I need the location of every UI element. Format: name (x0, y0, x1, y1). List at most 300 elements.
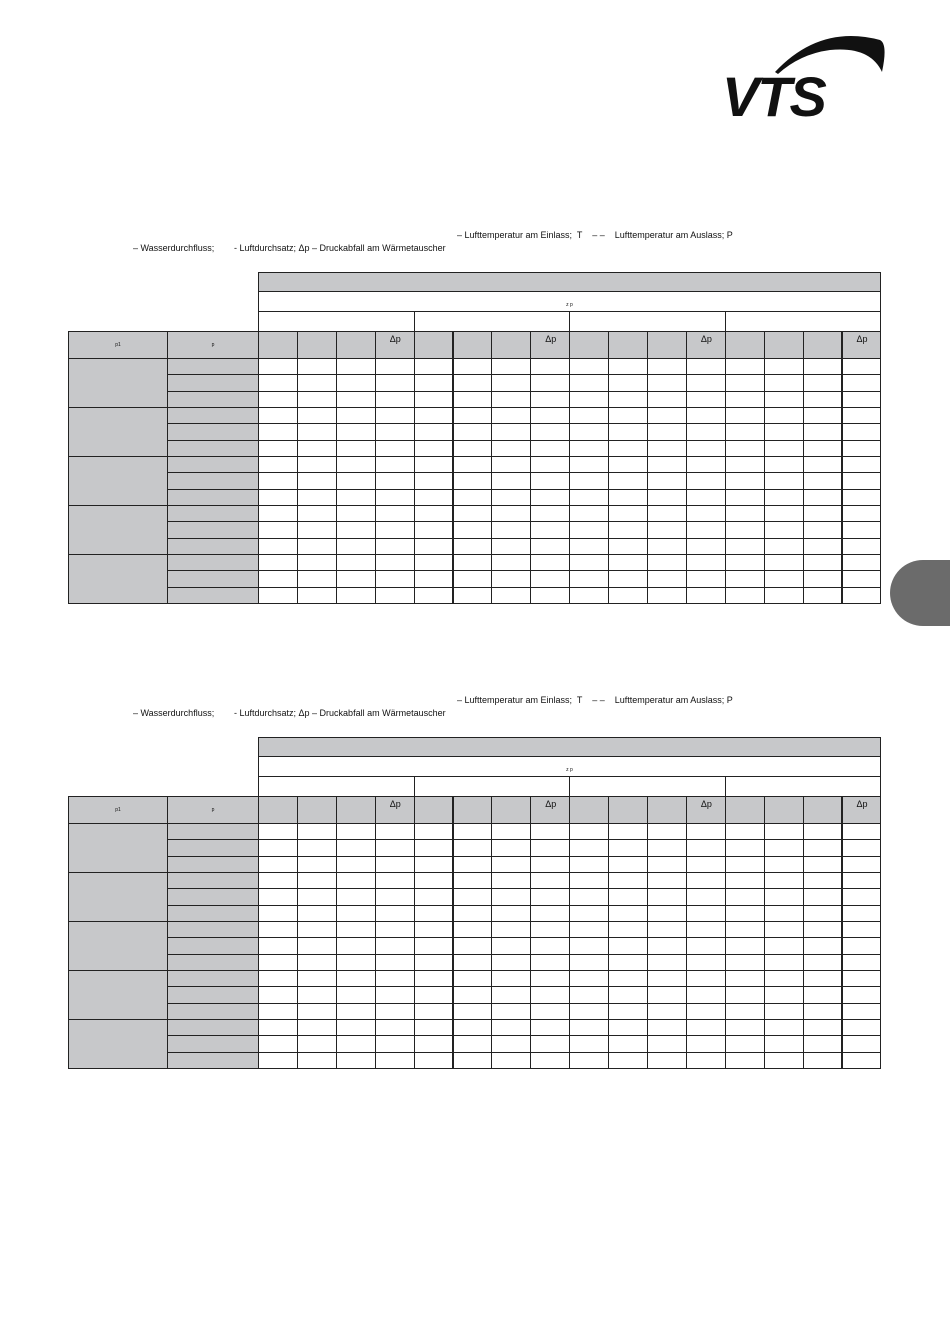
data-cell (375, 839, 415, 856)
data-cell (530, 954, 570, 971)
data-cell (608, 1035, 648, 1052)
data-cell (569, 374, 609, 391)
data-cell (686, 521, 726, 538)
data-cell (803, 921, 843, 938)
data-cell (414, 391, 454, 408)
row-label-cell (167, 440, 259, 457)
col-header (453, 796, 493, 824)
data-cell (803, 391, 843, 408)
data-cell (453, 970, 493, 987)
data-cell (530, 570, 570, 587)
col-header (647, 796, 687, 824)
data-cell (530, 921, 570, 938)
data-cell (725, 823, 765, 840)
col-p1-label: p1 (115, 342, 121, 348)
data-cell (647, 521, 687, 538)
data-cell (647, 921, 687, 938)
data-cell (336, 823, 376, 840)
chapter-tab-marker (890, 560, 950, 626)
data-cell (725, 856, 765, 873)
data-cell (336, 587, 376, 604)
data-cell (647, 839, 687, 856)
data-cell (569, 905, 609, 922)
data-cell (686, 986, 726, 1003)
data-cell (491, 905, 531, 922)
data-cell (491, 521, 531, 538)
data-cell (453, 856, 493, 873)
row-label-cell (167, 456, 259, 473)
data-cell (258, 937, 298, 954)
data-cell (453, 554, 493, 571)
data-cell (842, 554, 882, 571)
data-cell (647, 888, 687, 905)
col-header (803, 796, 843, 824)
data-cell (491, 440, 531, 457)
data-cell (686, 839, 726, 856)
data-cell (569, 872, 609, 889)
col-header (414, 796, 454, 824)
data-cell (453, 472, 493, 489)
data-cell (764, 823, 804, 840)
data-cell (842, 407, 882, 424)
data-cell (491, 921, 531, 938)
data-cell (764, 839, 804, 856)
data-cell (530, 970, 570, 987)
data-cell (375, 1052, 415, 1069)
row-label-cell (167, 888, 259, 905)
row-label-cell (167, 570, 259, 587)
data-cell (764, 570, 804, 587)
data-cell (842, 937, 882, 954)
param-header (258, 291, 881, 312)
data-cell (258, 505, 298, 522)
data-cell (336, 472, 376, 489)
data-cell (375, 407, 415, 424)
data-cell (375, 440, 415, 457)
data-cell (725, 1052, 765, 1069)
data-cell (686, 823, 726, 840)
data-cell (686, 570, 726, 587)
col-header (258, 796, 298, 824)
delta-p-label: Δp (856, 334, 868, 344)
data-cell (336, 521, 376, 538)
data-cell (453, 839, 493, 856)
data-cell (336, 440, 376, 457)
data-cell (842, 440, 882, 457)
delta-p-label: Δp (700, 334, 712, 344)
data-cell (569, 954, 609, 971)
data-cell (725, 440, 765, 457)
data-cell (258, 888, 298, 905)
data-cell (336, 570, 376, 587)
col-p1-label: p1 (115, 807, 121, 813)
row-label-cell (167, 954, 259, 971)
group-label-cell (68, 407, 168, 457)
data-cell (336, 856, 376, 873)
table-title-bar (258, 737, 881, 757)
data-cell (725, 391, 765, 408)
data-cell (297, 905, 337, 922)
data-cell (608, 905, 648, 922)
data-cell (453, 423, 493, 440)
row-label-cell (167, 521, 259, 538)
data-cell (608, 521, 648, 538)
data-cell (258, 954, 298, 971)
data-cell (414, 489, 454, 506)
group-header (414, 776, 571, 797)
data-cell (764, 1019, 804, 1036)
data-cell (803, 1035, 843, 1052)
data-cell (414, 570, 454, 587)
data-cell (258, 440, 298, 457)
data-cell (764, 554, 804, 571)
data-cell (414, 374, 454, 391)
data-cell (491, 1035, 531, 1052)
data-cell (842, 423, 882, 440)
data-cell (297, 839, 337, 856)
data-cell (842, 1019, 882, 1036)
data-cell (569, 1003, 609, 1020)
data-cell (647, 456, 687, 473)
data-cell (297, 856, 337, 873)
svg-text:VTS: VTS (722, 65, 825, 122)
data-cell (842, 905, 882, 922)
data-cell (647, 587, 687, 604)
data-cell (569, 1035, 609, 1052)
data-cell (569, 358, 609, 375)
data-cell (842, 888, 882, 905)
data-cell (453, 823, 493, 840)
col-header (336, 331, 376, 359)
data-cell (414, 872, 454, 889)
data-cell (414, 970, 454, 987)
data-cell (336, 921, 376, 938)
data-cell (842, 856, 882, 873)
data-cell (258, 1003, 298, 1020)
data-cell (686, 489, 726, 506)
data-cell (491, 456, 531, 473)
data-cell (842, 391, 882, 408)
row-label-cell (167, 823, 259, 840)
param-header-text: z p (566, 302, 573, 308)
row-label-cell (167, 921, 259, 938)
data-cell (414, 456, 454, 473)
row-label-cell (167, 374, 259, 391)
data-cell (686, 505, 726, 522)
data-cell (414, 538, 454, 555)
data-cell (258, 587, 298, 604)
group-label-cell (68, 358, 168, 408)
col-header (842, 331, 882, 359)
data-cell (842, 358, 882, 375)
group-label-cell (68, 554, 168, 604)
col-header (764, 796, 804, 824)
data-cell (725, 489, 765, 506)
group-label-cell (68, 872, 168, 922)
data-cell (842, 570, 882, 587)
data-cell (569, 570, 609, 587)
data-cell (491, 358, 531, 375)
data-cell (297, 472, 337, 489)
data-cell (686, 937, 726, 954)
data-cell (530, 1019, 570, 1036)
data-cell (569, 823, 609, 840)
data-cell (453, 1052, 493, 1069)
data-cell (842, 986, 882, 1003)
data-cell (336, 905, 376, 922)
group-header (569, 311, 726, 332)
data-cell (608, 1052, 648, 1069)
data-cell (803, 423, 843, 440)
data-cell (764, 472, 804, 489)
data-cell (453, 538, 493, 555)
data-cell (530, 554, 570, 571)
data-cell (647, 1019, 687, 1036)
param-header-text: z p (566, 767, 573, 773)
data-cell (491, 856, 531, 873)
data-cell (647, 1035, 687, 1052)
data-cell (803, 986, 843, 1003)
param-header (258, 756, 881, 777)
data-cell (453, 986, 493, 1003)
data-cell (842, 521, 882, 538)
data-cell (764, 970, 804, 987)
col-header (297, 331, 337, 359)
data-cell (686, 954, 726, 971)
data-cell (764, 440, 804, 457)
data-cell (647, 1003, 687, 1020)
data-cell (336, 538, 376, 555)
data-cell (375, 888, 415, 905)
data-cell (842, 505, 882, 522)
data-cell (686, 1052, 726, 1069)
data-cell (608, 472, 648, 489)
data-cell (258, 823, 298, 840)
data-cell (647, 937, 687, 954)
data-cell (764, 986, 804, 1003)
data-cell (297, 921, 337, 938)
data-cell (725, 570, 765, 587)
col-p-label: p (211, 807, 215, 813)
data-cell (647, 407, 687, 424)
data-cell (803, 1003, 843, 1020)
data-cell (453, 937, 493, 954)
data-cell (569, 970, 609, 987)
data-cell (842, 538, 882, 555)
data-cell (258, 1019, 298, 1036)
data-cell (686, 888, 726, 905)
data-cell (297, 570, 337, 587)
data-cell (569, 505, 609, 522)
row-label-cell (167, 970, 259, 987)
col-header (608, 331, 648, 359)
data-cell (297, 954, 337, 971)
data-cell (569, 856, 609, 873)
data-cell (686, 921, 726, 938)
data-cell (608, 970, 648, 987)
data-cell (764, 505, 804, 522)
group-header (258, 776, 415, 797)
data-cell (491, 954, 531, 971)
data-cell (258, 856, 298, 873)
data-cell (764, 423, 804, 440)
data-cell (414, 521, 454, 538)
col-header (530, 331, 570, 359)
data-cell (491, 1003, 531, 1020)
col-header-p1 (68, 796, 168, 824)
data-cell (453, 570, 493, 587)
data-cell (803, 937, 843, 954)
data-cell (375, 489, 415, 506)
data-cell (414, 1003, 454, 1020)
data-cell (725, 554, 765, 571)
data-cell (491, 391, 531, 408)
data-cell (686, 1019, 726, 1036)
data-cell (608, 423, 648, 440)
data-cell (608, 407, 648, 424)
data-cell (258, 456, 298, 473)
data-cell (764, 1052, 804, 1069)
data-cell (803, 839, 843, 856)
data-cell (336, 872, 376, 889)
data-cell (647, 505, 687, 522)
data-cell (375, 1019, 415, 1036)
data-cell (686, 554, 726, 571)
data-cell (375, 823, 415, 840)
row-label-cell (167, 872, 259, 889)
data-cell (803, 905, 843, 922)
data-cell (414, 1035, 454, 1052)
group-header (414, 311, 571, 332)
data-cell (453, 505, 493, 522)
data-cell (414, 505, 454, 522)
data-cell (803, 489, 843, 506)
data-cell (686, 905, 726, 922)
data-cell (297, 872, 337, 889)
data-cell (491, 823, 531, 840)
delta-p-label: Δp (545, 334, 557, 344)
data-cell (258, 554, 298, 571)
data-cell (297, 1003, 337, 1020)
data-cell (764, 374, 804, 391)
row-label-cell (167, 1052, 259, 1069)
data-cell (530, 374, 570, 391)
row-label-cell (167, 1019, 259, 1036)
legend-line-2b: - Luftdurchsatz; Δp – Druckabfall am Wärmetauscher (234, 708, 446, 718)
data-cell (297, 986, 337, 1003)
data-cell (803, 872, 843, 889)
data-cell (647, 856, 687, 873)
data-cell (414, 472, 454, 489)
data-cell (686, 872, 726, 889)
data-cell (764, 1035, 804, 1052)
data-cell (336, 391, 376, 408)
data-cell (336, 1003, 376, 1020)
data-cell (375, 521, 415, 538)
data-cell (569, 839, 609, 856)
data-cell (725, 1003, 765, 1020)
data-cell (569, 440, 609, 457)
data-cell (491, 986, 531, 1003)
data-cell (258, 472, 298, 489)
data-cell (764, 921, 804, 938)
data-cell (803, 407, 843, 424)
data-cell (375, 570, 415, 587)
data-cell (686, 970, 726, 987)
data-cell (725, 888, 765, 905)
data-cell (647, 1052, 687, 1069)
data-cell (414, 888, 454, 905)
data-cell (297, 888, 337, 905)
col-header (414, 331, 454, 359)
row-label-cell (167, 489, 259, 506)
data-cell (530, 521, 570, 538)
data-cell (530, 358, 570, 375)
data-cell (764, 872, 804, 889)
data-cell (608, 456, 648, 473)
data-cell (414, 554, 454, 571)
data-cell (725, 505, 765, 522)
group-label-cell (68, 970, 168, 1020)
data-cell (725, 937, 765, 954)
row-label-cell (167, 472, 259, 489)
data-cell (414, 440, 454, 457)
data-cell (803, 587, 843, 604)
data-cell (725, 1019, 765, 1036)
data-cell (842, 921, 882, 938)
data-cell (686, 407, 726, 424)
data-cell (491, 374, 531, 391)
data-cell (725, 587, 765, 604)
data-cell (647, 872, 687, 889)
data-cell (647, 472, 687, 489)
data-cell (375, 358, 415, 375)
data-cell (803, 538, 843, 555)
data-cell (453, 374, 493, 391)
data-cell (375, 456, 415, 473)
col-header (530, 796, 570, 824)
row-label-cell (167, 358, 259, 375)
delta-p-label: Δp (700, 799, 712, 809)
data-cell (530, 1035, 570, 1052)
data-cell (530, 505, 570, 522)
data-cell (297, 1052, 337, 1069)
data-cell (297, 970, 337, 987)
data-cell (414, 823, 454, 840)
data-cell (725, 1035, 765, 1052)
data-cell (842, 1003, 882, 1020)
legend-line-1: – Lufttemperatur am Einlass; T – – Lufttemperatur am Auslass; P (457, 230, 733, 240)
data-cell (803, 521, 843, 538)
data-cell (647, 489, 687, 506)
data-cell (375, 937, 415, 954)
data-cell (414, 1052, 454, 1069)
data-cell (608, 839, 648, 856)
data-cell (375, 391, 415, 408)
row-label-cell (167, 407, 259, 424)
data-cell (375, 970, 415, 987)
col-header (647, 331, 687, 359)
data-cell (258, 872, 298, 889)
data-cell (764, 587, 804, 604)
legend-line-1: – Lufttemperatur am Einlass; T – – Lufttemperatur am Auslass; P (457, 695, 733, 705)
data-cell (453, 872, 493, 889)
legend-line-2b: - Luftdurchsatz; Δp – Druckabfall am Wärmetauscher (234, 243, 446, 253)
data-cell (258, 489, 298, 506)
data-cell (453, 1003, 493, 1020)
data-cell (647, 570, 687, 587)
row-label-cell (167, 986, 259, 1003)
